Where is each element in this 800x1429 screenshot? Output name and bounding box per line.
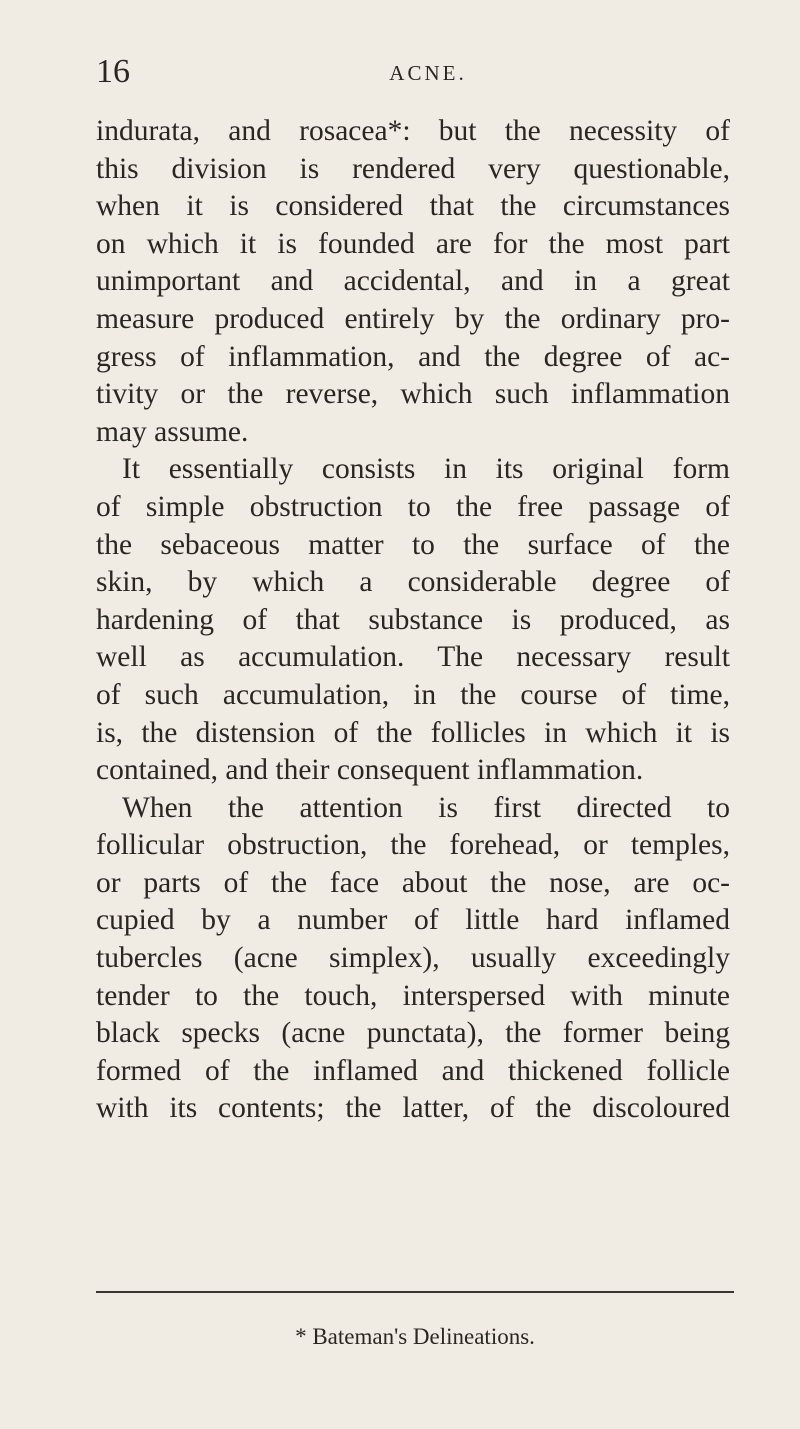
text-line: the sebaceous matter to the surface of the (96, 528, 730, 561)
text-line: with its contents; the latter, of the discoloured (96, 1092, 730, 1125)
text-line: tender to the touch, interspersed with minute (96, 979, 730, 1012)
running-head (96, 52, 736, 92)
text-line: this division is rendered very questionable, (96, 152, 730, 185)
text-line: tubercles (acne simplex), usually exceedingly (96, 942, 730, 975)
text-line: when it is considered that the circumstances (96, 190, 730, 223)
text-line: black specks (acne punctata), the former being (96, 1017, 730, 1050)
text-line: hardening of that substance is produced, as (96, 603, 730, 636)
text-line: skin, by which a considerable degree of (96, 566, 730, 599)
text-line: of such accumulation, in the course of time, (96, 678, 730, 711)
text-line: indurata, and rosacea*: but the necessity of (96, 115, 730, 147)
body-text (96, 113, 730, 1128)
text-line: gress of inflammation, and the degree of ac- (96, 340, 730, 373)
page-number: 16 (96, 53, 130, 90)
text-line: on which it is founded are for the most part (96, 227, 730, 260)
text-line: measure produced entirely by the ordinary pro- (96, 302, 730, 335)
text-line: formed of the inflamed and thickened follicle (96, 1054, 730, 1087)
text-line: contained, and their consequent inflammation. (96, 754, 644, 787)
text-line: unimportant and accidental, and in a great (96, 265, 730, 298)
text-line: cupied by a number of little hard inflamed (96, 904, 730, 937)
text-line: It essentially consists in its original form (122, 453, 730, 486)
text-line: follicular obstruction, the forehead, or temples, (96, 829, 730, 862)
text-line: is, the distension of the follicles in which it is (96, 716, 730, 749)
footnote-rule (96, 1291, 734, 1293)
footnote: * Bateman's Delineations. (295, 1324, 535, 1349)
text-line: When the attention is first directed to (122, 791, 730, 824)
text-line: of simple obstruction to the free passage of (96, 490, 730, 523)
text-line: or parts of the face about the nose, are oc- (96, 866, 730, 899)
text-line: well as accumulation. The necessary result (96, 641, 730, 674)
running-title: ACNE. (389, 61, 467, 85)
text-line: may assume. (96, 415, 249, 448)
text-line: tivity or the reverse, which such inflammation (96, 378, 730, 411)
